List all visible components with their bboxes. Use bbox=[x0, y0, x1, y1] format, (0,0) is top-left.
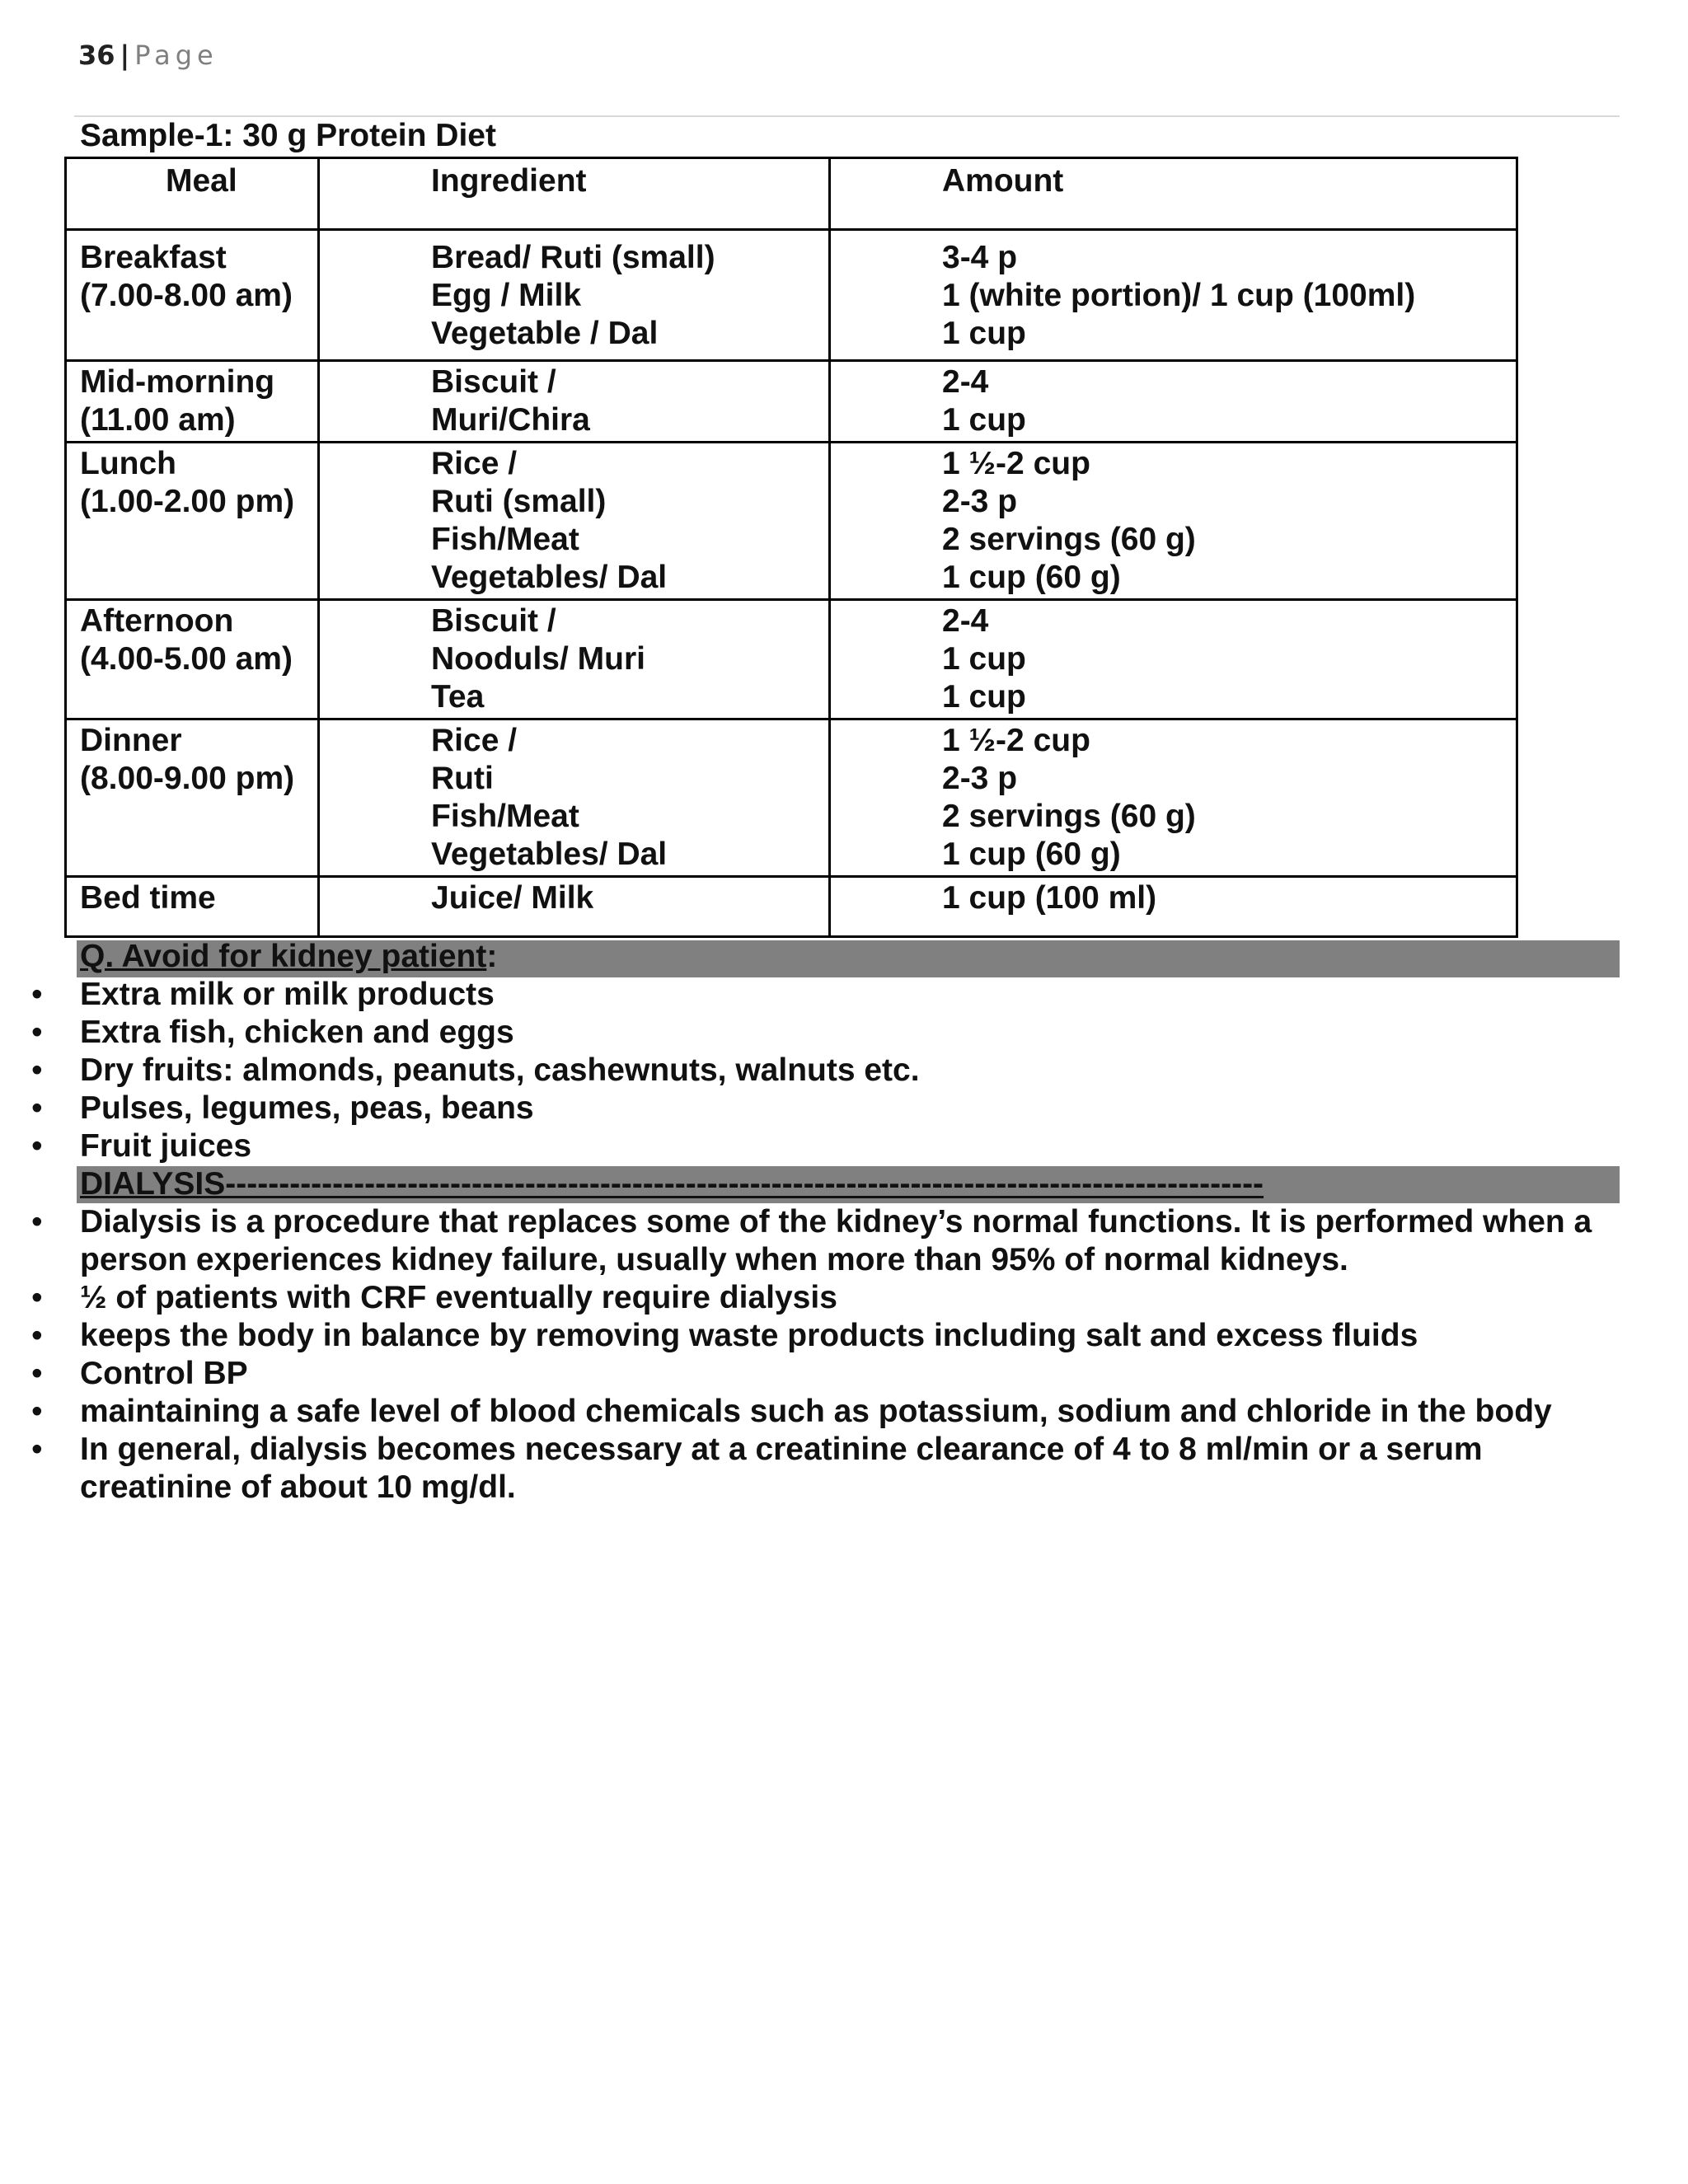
ingredient-line: Fish/Meat bbox=[431, 522, 579, 557]
amount-line: 1 cup bbox=[942, 316, 1026, 351]
meal-line: Mid-morning bbox=[80, 364, 275, 400]
table-row bbox=[66, 361, 1517, 443]
list-item-text: keeps the body in balance by removing waste products including salt and excess fluids bbox=[80, 1318, 1418, 1353]
bullet-icon: • bbox=[31, 1128, 43, 1164]
bullet-icon: • bbox=[31, 1394, 43, 1429]
meal-cell bbox=[66, 443, 319, 600]
meal-line: Breakfast bbox=[80, 240, 227, 275]
table-row bbox=[66, 719, 1517, 877]
amount-line: 2 servings (60 g) bbox=[942, 522, 1196, 557]
bullet-icon: • bbox=[31, 1432, 43, 1467]
ingredient-line: Vegetables/ Dal bbox=[431, 560, 668, 595]
ingredient-line: Vegetables/ Dal bbox=[431, 837, 668, 872]
amount-line: 3-4 p bbox=[942, 240, 1018, 275]
list-item bbox=[0, 1317, 1621, 1355]
table-header-row bbox=[66, 158, 1517, 230]
list-item bbox=[0, 1090, 1621, 1127]
list-item bbox=[0, 1279, 1621, 1317]
meal-line: (1.00-2.00 pm) bbox=[80, 484, 295, 519]
list-item-text: maintaining a safe level of blood chemicals such as potassium, sodium and chloride in the body bbox=[80, 1394, 1552, 1429]
list-item-text: Dialysis is a procedure that replaces some of the kidney’s normal functions. It is performed when a person experiences kidney failure, usually when more than 95% of normal kidneys. bbox=[80, 1204, 1592, 1277]
page-number: 36 bbox=[78, 40, 115, 71]
dialysis-heading: DIALYSIS------------------------------------------------------------------------------------------------- bbox=[80, 1166, 1264, 1202]
ingredient-line: Muri/Chira bbox=[431, 402, 590, 438]
list-item bbox=[0, 1355, 1621, 1393]
table-row bbox=[66, 600, 1517, 719]
meal-line: (4.00-5.00 am) bbox=[80, 641, 293, 677]
bullet-icon: • bbox=[31, 1318, 43, 1353]
bullet-icon: • bbox=[31, 1015, 43, 1050]
amount-cell bbox=[830, 600, 1517, 719]
page-separator: | bbox=[120, 40, 130, 71]
amount-line: 1 cup bbox=[942, 641, 1026, 677]
bullet-icon: • bbox=[31, 1204, 43, 1240]
meal-line: Bed time bbox=[80, 880, 216, 916]
header-amount: Amount bbox=[830, 158, 1517, 230]
header-meal: Meal bbox=[66, 158, 319, 230]
table-row bbox=[66, 443, 1517, 600]
list-item bbox=[0, 1052, 1621, 1090]
list-item-text: Extra milk or milk products bbox=[80, 977, 495, 1012]
list-item bbox=[0, 1393, 1621, 1431]
list-item-text: Fruit juices bbox=[80, 1128, 252, 1164]
ingredient-line: Nooduls/ Muri bbox=[431, 641, 645, 677]
meal-line: Dinner bbox=[80, 723, 182, 758]
list-item bbox=[0, 1431, 1621, 1507]
list-item bbox=[0, 976, 1621, 1014]
amount-line: 2-3 p bbox=[942, 484, 1018, 519]
amount-line: 1 ½-2 cup bbox=[942, 446, 1090, 481]
amount-cell bbox=[830, 230, 1517, 361]
bullet-icon: • bbox=[31, 1280, 43, 1315]
amount-cell bbox=[830, 877, 1517, 937]
meal-cell bbox=[66, 600, 319, 719]
page-header bbox=[78, 40, 218, 71]
amount-line: 1 cup bbox=[942, 402, 1026, 438]
ingredient-cell bbox=[319, 361, 830, 443]
amount-line: 1 (white portion)/ 1 cup (100ml) bbox=[942, 278, 1416, 313]
amount-cell bbox=[830, 719, 1517, 877]
ingredient-line: Tea bbox=[431, 679, 485, 715]
ingredient-line: Juice/ Milk bbox=[431, 880, 594, 916]
amount-line: 1 cup (100 ml) bbox=[942, 880, 1157, 916]
amount-line: 2 servings (60 g) bbox=[942, 799, 1196, 834]
amount-line: 1 cup (60 g) bbox=[942, 837, 1121, 872]
list-item-text: ½ of patients with CRF eventually require dialysis bbox=[80, 1280, 837, 1315]
meal-line: (7.00-8.00 am) bbox=[80, 278, 293, 313]
ingredient-line: Fish/Meat bbox=[431, 799, 579, 834]
ingredient-line: Rice / bbox=[431, 446, 518, 481]
table-row bbox=[66, 877, 1517, 937]
diet-table bbox=[64, 157, 1518, 938]
list-item-text: In general, dialysis becomes necessary at a creatinine clearance of 4 to 8 ml/min or a serum creatinine of about 10 mg/dl. bbox=[80, 1432, 1483, 1505]
bullet-icon: • bbox=[31, 1090, 43, 1126]
meal-line: Afternoon bbox=[80, 603, 234, 639]
ingredient-line: Ruti (small) bbox=[431, 484, 607, 519]
list-item bbox=[0, 1014, 1621, 1052]
meal-cell bbox=[66, 877, 319, 937]
list-item bbox=[0, 1127, 1621, 1165]
ingredient-cell bbox=[319, 719, 830, 877]
diet-title: Sample-1: 30 g Protein Diet bbox=[80, 118, 496, 153]
meal-cell bbox=[66, 230, 319, 361]
ingredient-line: Biscuit / bbox=[431, 603, 556, 639]
ingredient-line: Bread/ Ruti (small) bbox=[431, 240, 715, 275]
meal-line: Lunch bbox=[80, 446, 176, 481]
amount-line: 1 ½-2 cup bbox=[942, 723, 1090, 758]
meal-line: (8.00-9.00 pm) bbox=[80, 761, 295, 796]
bullet-icon: • bbox=[31, 1052, 43, 1088]
table-row bbox=[66, 230, 1517, 361]
avoid-heading: Q. Avoid for kidney patient: bbox=[80, 939, 498, 974]
ingredient-line: Egg / Milk bbox=[431, 278, 582, 313]
amount-line: 1 cup bbox=[942, 679, 1026, 715]
ingredient-line: Rice / bbox=[431, 723, 518, 758]
ingredient-cell bbox=[319, 230, 830, 361]
meal-cell bbox=[66, 719, 319, 877]
ingredient-line: Ruti bbox=[431, 761, 494, 796]
amount-cell bbox=[830, 443, 1517, 600]
ingredient-cell bbox=[319, 443, 830, 600]
ingredient-cell bbox=[319, 600, 830, 719]
dialysis-list bbox=[0, 1203, 1621, 1507]
list-item bbox=[0, 1203, 1621, 1279]
amount-line: 1 cup (60 g) bbox=[942, 560, 1121, 595]
ingredient-line: Biscuit / bbox=[431, 364, 556, 400]
page-word: Page bbox=[134, 40, 218, 71]
list-item-text: Control BP bbox=[80, 1356, 248, 1391]
bullet-icon: • bbox=[31, 977, 43, 1012]
ingredient-line: Vegetable / Dal bbox=[431, 316, 659, 351]
header-ingredient: Ingredient bbox=[319, 158, 830, 230]
bullet-icon: • bbox=[31, 1356, 43, 1391]
amount-line: 2-4 bbox=[942, 364, 989, 400]
amount-line: 2-4 bbox=[942, 603, 989, 639]
meal-cell bbox=[66, 361, 319, 443]
list-item-text: Dry fruits: almonds, peanuts, cashewnuts, walnuts etc. bbox=[80, 1052, 920, 1088]
amount-line: 2-3 p bbox=[942, 761, 1018, 796]
ingredient-cell bbox=[319, 877, 830, 937]
list-item-text: Pulses, legumes, peas, beans bbox=[80, 1090, 534, 1126]
list-item-text: Extra fish, chicken and eggs bbox=[80, 1015, 514, 1050]
avoid-list bbox=[0, 976, 1621, 1165]
amount-cell bbox=[830, 361, 1517, 443]
meal-line: (11.00 am) bbox=[80, 402, 236, 438]
